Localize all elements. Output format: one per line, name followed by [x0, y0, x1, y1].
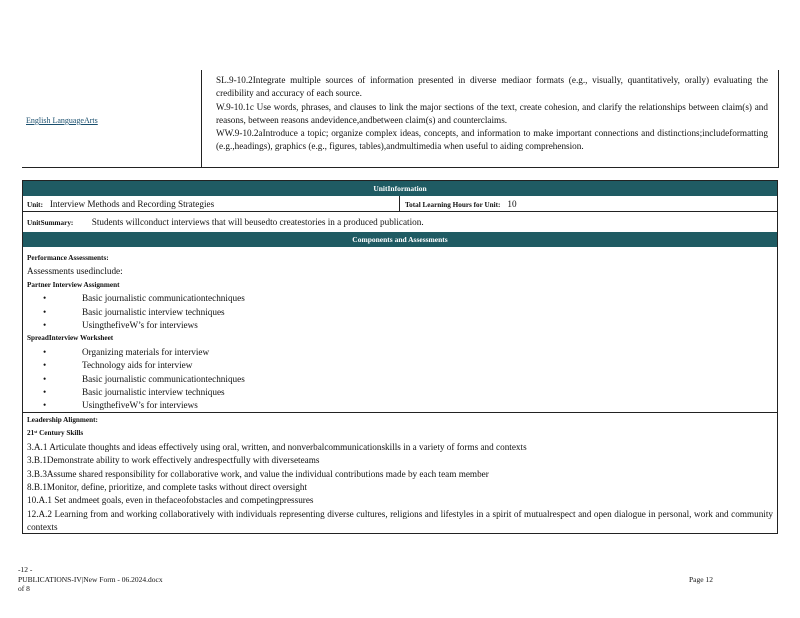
skill-item: 8.B.1Monitor, define, prioritize, and complete tasks without direct oversight [27, 482, 308, 493]
group-title: SpreadInterview Worksheet [27, 334, 114, 343]
list-item: • Basic journalistic interview techniques [27, 306, 773, 319]
standards-table [22, 70, 779, 168]
list-item: • UsingthefiveW’s for interviews [27, 319, 773, 332]
subject-label: English LanguageArts [26, 116, 98, 125]
skill-item: 10.A.1 Set andmeet goals, even in thefaceofobstacles and competingpressures [27, 495, 314, 506]
performance-heading: Performance Assessments: [27, 254, 109, 262]
performance-section [27, 252, 773, 413]
unit-label: Unit: [27, 201, 43, 209]
unit-row [27, 197, 214, 212]
unit-table [22, 180, 778, 534]
footer [18, 565, 163, 594]
summary-text: Students willconduct interviews that will beusedto createstories in a produced publication. [91, 217, 424, 227]
unit-info-header: UnitInformation [23, 181, 777, 196]
row-divider [23, 211, 777, 212]
performance-intro: Assessments usedinclude: [27, 266, 123, 277]
skill-item: 12.A.2 Learning from and working collaboratively with individuals representing diverse cultures, religions and lifestyles in a spirit of mutualrespect and open dialogue in personal, work and community contexts [27, 508, 773, 533]
skill-item: 3.A.1 Articulate thoughts and ideas effectively using oral, written, and nonverbalcommunicationskills in a variety of forms and contexts [27, 441, 527, 452]
unit-title: Interview Methods and Recording Strategies [49, 199, 215, 209]
hours-value: 10 [507, 199, 517, 209]
hours-label: Total Learning Hours for Unit: [405, 201, 501, 209]
list-item: • Organizing materials for interview [27, 346, 773, 359]
summary-label: UnitSummary: [27, 219, 74, 227]
skill-item: 3.B.3Assume shared responsibility for collaborative work, and value the individual contributions made by each team member [27, 468, 489, 479]
row-divider [23, 412, 777, 413]
list-item: • Basic journalistic communicationtechniques [27, 373, 773, 386]
list-item: • Basic journalistic communicationtechniques [27, 292, 773, 305]
leadership-heading: Leadership Alignment: [27, 416, 98, 424]
standards-text [216, 74, 768, 154]
list-item: • Technology aids for interview [27, 359, 773, 372]
unit-row-divider [399, 196, 400, 211]
skill-item: 3.B.1Demonstrate ability to work effectively andrespectfully with diverseteams [27, 455, 320, 466]
standards-divider [201, 70, 202, 167]
list-item: • UsingthefiveW’s for interviews [27, 399, 773, 412]
footer-page-marker: -12 - [18, 565, 33, 574]
page-number: Page 12 [689, 575, 713, 584]
components-header: Components and Assessments [23, 232, 777, 247]
leadership-section [27, 414, 773, 535]
leadership-subheading: 21ˢᵗ Century Skills [27, 429, 84, 438]
group-title: Partner Interview Assignment [27, 280, 120, 289]
list-item: • Basic journalistic interview techniques [27, 386, 773, 399]
hours-row [405, 197, 517, 212]
footer-page-count: of 8 [18, 584, 30, 593]
standard-line: W.9-10.1c Use words, phrases, and clauses to link the major sections of the text, create cohesion, and clarify the relationships between claim(s) and reasons, between reasons andevidence,andbetween claim(s) and counterclaims. [216, 101, 768, 125]
standard-line: SL.9-10.2Integrate multiple sources of information presented in diverse mediaor formats (e.g., visually, quantitatively, orally) evaluating the credibility and accuracy of each source. [216, 75, 768, 99]
standard-line: WW.9-10.2aIntroduce a topic; organize complex ideas, concepts, and information to make important connections and distinctions;includeformatting (e.g.,headings), graphics (e.g., figures, tables),andmultimedia when useful to aiding comprehension. [216, 128, 768, 152]
footer-filename: PUBLICATIONS-IV|New Form - 06.2024.docx [18, 574, 163, 584]
summary-row [27, 215, 424, 230]
